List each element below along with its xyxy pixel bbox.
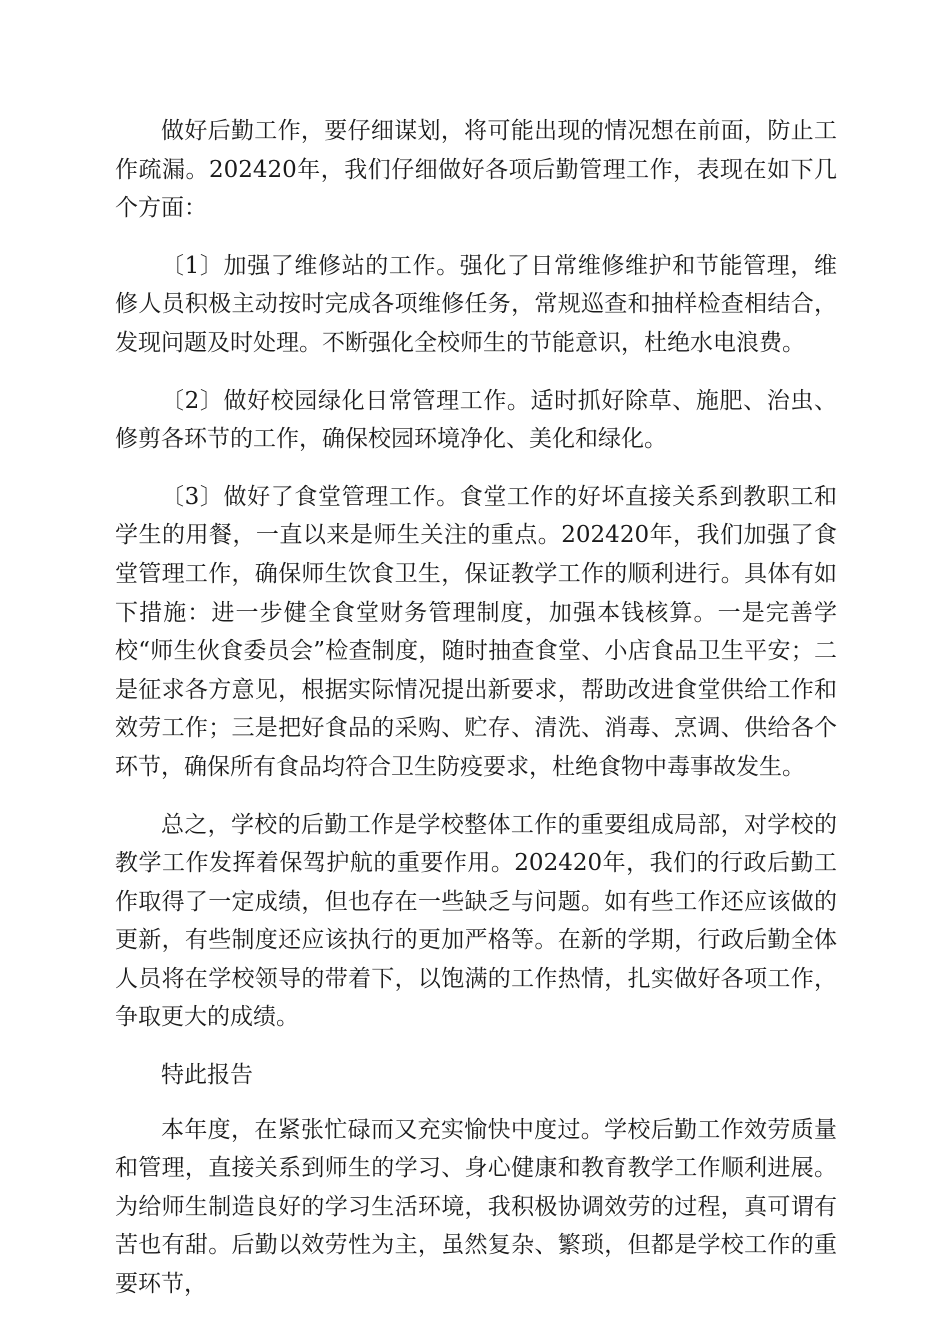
paragraph-summary: 总之，学校的后勤工作是学校整体工作的重要组成局部，对学校的教学工作发挥着保驾护航的重要作用。202420年，我们的行政后勤工作取得了一定成绩，但也存在一些缺乏与问题。如有些工作还应该做的更新，有些制度还应该执行的更加严格等。在新的学期，行政后勤全体人员将在学校领导的带着下，以饱满的工作热情，扎实做好各项工作，争取更大的成绩。 — [115, 811, 837, 1031]
paragraph-report-closing: 特此报告 — [161, 1062, 253, 1089]
paragraph-greening: 〔2〕做好校园绿化日常管理工作。适时抓好除草、施肥、治虫、修剪各环节的工作，确保校园环境净化、美化和绿化。 — [115, 387, 837, 453]
paragraph-annual: 本年度，在紧张忙碌而又充实愉快中度过。学校后勤工作效劳质量和管理，直接关系到师生的学习、身心健康和教育教学工作顺利进展。为给师生制造良好的学习生活环境，我积极协调效劳的过程，真可谓有苦也有甜。后勤以效劳性为主，虽然复杂、繁琐，但都是学校工作的重要环节， — [115, 1116, 837, 1298]
paragraph-maintenance: 〔1〕加强了维修站的工作。强化了日常维修维护和节能管理，维修人员积极主动按时完成各项维修任务，常规巡查和抽样检查相结合，发现问题及时处理。不断强化全校师生的节能意识，杜绝水电浪费。 — [115, 252, 837, 356]
document-page — [115, 112, 837, 1323]
paragraph-intro: 做好后勤工作，要仔细谋划，将可能出现的情况想在前面，防止工作疏漏。202420年，我们仔细做好各项后勤管理工作，表现在如下几个方面： — [115, 118, 837, 222]
paragraph-canteen: 〔3〕做好了食堂管理工作。食堂工作的好坏直接关系到教职工和学生的用餐，一直以来是师生关注的重点。202420年，我们加强了食堂管理工作，确保师生饮食卫生，保证教学工作的顺利进行。具体有如下措施：进一步健全食堂财务管理制度，加强本钱核算。一是完善学校“师生伙食委员会”检查制度，随时抽查食堂、小店食品卫生平安；二是征求各方意见，根据实际情况提出新要求，帮助改进食堂供给工作和效劳工作；三是把好食品的采购、贮存、清洗、消毒、烹调、供给各个环节，确保所有食品均符合卫生防疫要求，杜绝食物中毒事故发生。 — [115, 483, 837, 780]
